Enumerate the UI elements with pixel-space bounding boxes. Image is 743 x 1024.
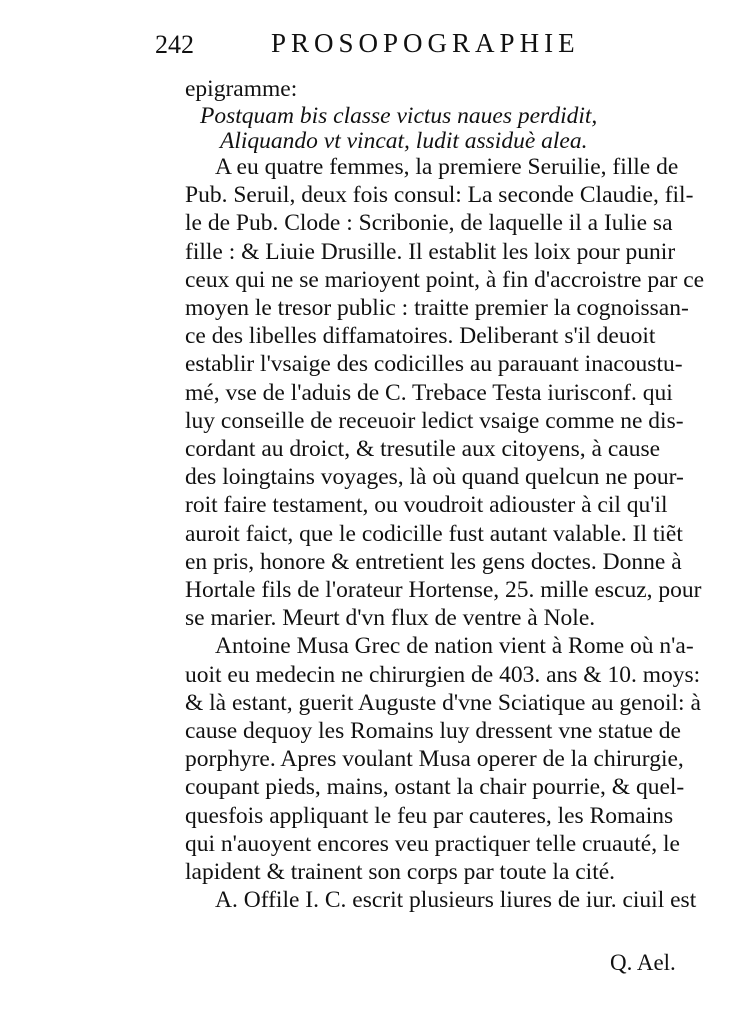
text-line: ce des libelles diffamatoires. Deliberant s'il deuoit [185, 323, 656, 349]
text-line: ceux qui ne se marioyent point, à fin d'accroistre par ce [185, 267, 705, 293]
catchword: Q. Ael. [610, 950, 676, 975]
text-line: mé, vse de l'aduis de C. Trebace Testa iurisconf. qui [185, 380, 673, 406]
text-line: porphyre. Apres voulant Musa operer de la chirurgie, [185, 746, 684, 772]
text-line: Antoine Musa Grec de nation vient à Rome où n'a- [215, 633, 694, 659]
text-line: fille : & Liuie Drusille. Il establit les loix pour punir [185, 239, 676, 265]
text-line: moyen le tresor public : traitte premier la cognoissan- [185, 295, 689, 321]
text-line: A eu quatre femmes, la premiere Seruilie, fille de [215, 154, 679, 180]
text-line: cause dequoy les Romains luy dressent vne statue de [185, 718, 681, 744]
text-line: cordant au droict, & tresutile aux citoyens, à cause [185, 436, 661, 462]
text-line: qui n'auoyent encores veu practiquer telle cruauté, le [185, 831, 680, 857]
text-line: le de Pub. Clode : Scribonie, de laquelle il a Iulie sa [185, 210, 673, 236]
page-number: 242 [155, 30, 194, 59]
text-line: epigramme: [185, 76, 298, 102]
verse-line: Postquam bis classe victus naues perdidit, [200, 103, 598, 129]
text-line: roit faire testament, ou voudroit adiouster à cil qu'il [185, 492, 668, 518]
page-header [155, 30, 625, 70]
text-line: uoit eu medecin ne chirurgien de 403. ans & 10. moys: [185, 662, 701, 688]
text-line: establir l'vsaige des codicilles au parauant inacoustu- [185, 351, 683, 377]
text-line: & là estant, guerit Auguste d'vne Sciatique au genoil: à [185, 690, 701, 716]
text-line: Hortale fils de l'orateur Hortense, 25. mille escuz, pour [185, 577, 702, 603]
text-line: coupant pieds, mains, ostant la chair pourrie, & quel- [185, 774, 685, 800]
text-line: lapident & trainent son corps par toute la cité. [185, 859, 616, 885]
running-title: PROSOPOGRAPHIE [271, 28, 580, 58]
text-line: des loingtains voyages, là où quand quelcun ne pour- [185, 464, 684, 490]
text-line: auroit faict, que le codicille fust autant valable. Il tiẽt [185, 521, 683, 547]
text-line: en pris, honore & entretient les gens doctes. Donne à [185, 549, 682, 575]
text-line: luy conseille de receuoir ledict vsaige comme ne dis- [185, 408, 684, 434]
text-line: quesfois appliquant le feu par cauteres, les Romains [185, 803, 674, 829]
text-line: A. Offile I. C. escrit plusieurs liures de iur. ciuil est [215, 887, 697, 913]
text-line: Pub. Seruil, deux fois consul: La seconde Claudie, fil- [185, 182, 694, 208]
verse-line: Aliquando vt vincat, ludit assiduè alea. [220, 128, 588, 154]
text-line: se marier. Meurt d'vn flux de ventre à Nole. [185, 605, 596, 631]
